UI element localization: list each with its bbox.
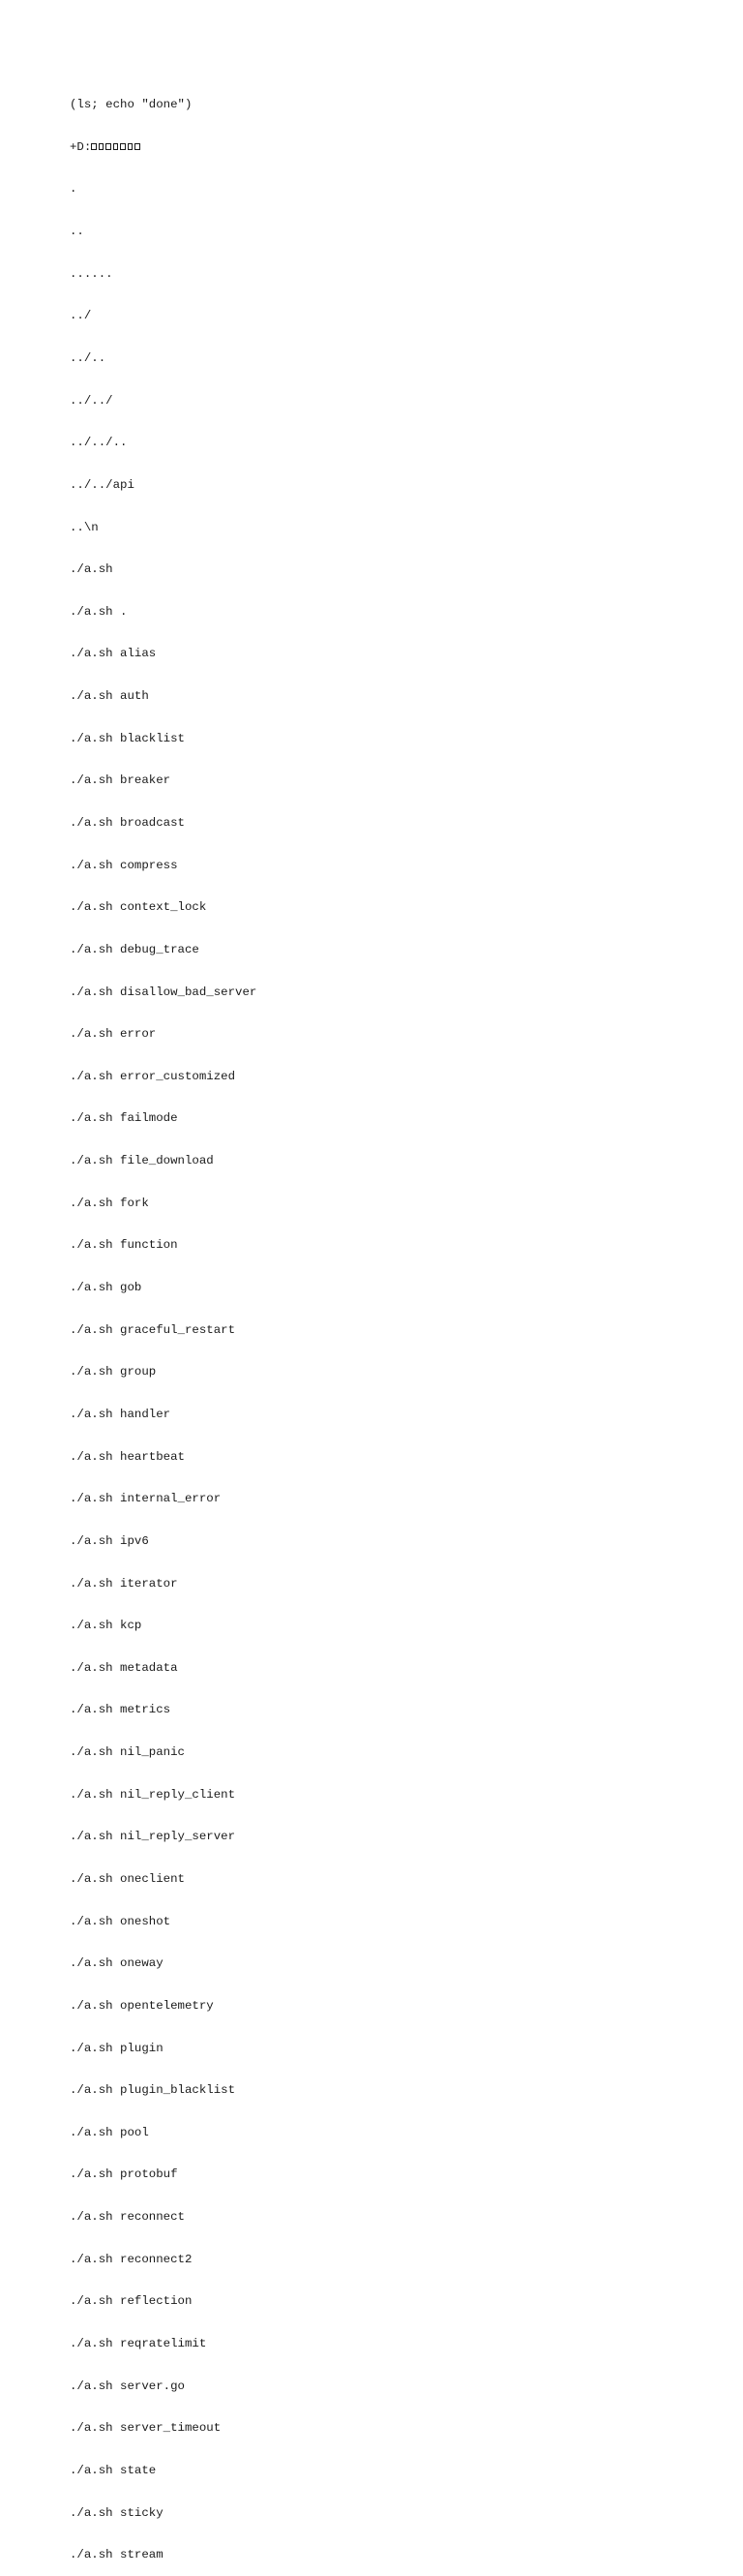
- text-line: ./a.sh file_download: [70, 1154, 214, 1168]
- text-line: .: [70, 182, 77, 197]
- text-line: ./a.sh debug_trace: [70, 942, 199, 956]
- text-line: ./a.sh plugin: [70, 2041, 163, 2055]
- text-line: ./a.sh breaker: [70, 773, 171, 788]
- text-line: ./a.sh failmode: [70, 1111, 178, 1126]
- text-line: ..: [70, 225, 84, 239]
- text-line: ./a.sh opentelemetry: [70, 1998, 214, 2013]
- document-text: [70, 70, 256, 2576]
- text-line: ./a.sh reflection: [70, 2294, 193, 2309]
- text-line: ./a.sh: [70, 562, 113, 577]
- text-line: ./a.sh state: [70, 2463, 157, 2477]
- text-line: ./a.sh reqratelimit: [70, 2337, 207, 2351]
- missing-glyph-box: [120, 143, 126, 150]
- missing-glyph-box: [105, 143, 111, 150]
- text-line: ./a.sh sticky: [70, 2505, 163, 2520]
- text-line: ./a.sh group: [70, 1365, 157, 1379]
- text-line: ./a.sh auth: [70, 689, 149, 704]
- text-line: ./a.sh oneway: [70, 1956, 163, 1971]
- text-line: ../../..: [70, 436, 128, 450]
- text-line: ./a.sh error_customized: [70, 1069, 236, 1083]
- text-line: ./a.sh kcp: [70, 1619, 142, 1633]
- text-line: ./a.sh error: [70, 1027, 157, 1042]
- text-line-missing-glyphs: [70, 140, 256, 155]
- text-line: ./a.sh blacklist: [70, 731, 185, 745]
- text-line: ./a.sh alias: [70, 647, 157, 661]
- text-line: ./a.sh metrics: [70, 1703, 171, 1717]
- text-line: ./a.sh reconnect2: [70, 2252, 193, 2266]
- text-line: ./a.sh nil_reply_client: [70, 1787, 236, 1802]
- text-line: ./a.sh stream: [70, 2548, 163, 2562]
- text-line: ./a.sh graceful_restart: [70, 1322, 236, 1337]
- missing-glyph-box: [134, 143, 140, 150]
- text-line: ./a.sh fork: [70, 1196, 149, 1210]
- text-line: ./a.sh .: [70, 604, 128, 619]
- text-line: ./a.sh broadcast: [70, 815, 185, 830]
- missing-glyph-box: [113, 143, 119, 150]
- text-line: ./a.sh reconnect: [70, 2210, 185, 2225]
- text-line-prefix: +D:: [70, 139, 92, 154]
- text-line: ./a.sh disallow_bad_server: [70, 985, 257, 999]
- text-line: ......: [70, 266, 113, 281]
- text-line: ./a.sh heartbeat: [70, 1449, 185, 1464]
- text-line: ./a.sh internal_error: [70, 1492, 222, 1506]
- text-line: ./a.sh compress: [70, 858, 178, 872]
- text-line: ./a.sh iterator: [70, 1576, 178, 1591]
- text-line: ./a.sh handler: [70, 1407, 171, 1421]
- text-line: ./a.sh protobuf: [70, 2167, 178, 2182]
- text-line: ./a.sh server_timeout: [70, 2421, 222, 2436]
- text-line: ./a.sh function: [70, 1238, 178, 1253]
- text-line: ../..: [70, 350, 106, 365]
- text-line: ./a.sh nil_reply_server: [70, 1830, 236, 1844]
- text-line: ../: [70, 309, 92, 323]
- text-line: ./a.sh metadata: [70, 1660, 178, 1675]
- text-line: ./a.sh gob: [70, 1281, 142, 1295]
- text-line: ../../api: [70, 477, 134, 492]
- text-line: ../../: [70, 393, 113, 408]
- missing-glyph-box: [99, 143, 104, 150]
- text-line: ./a.sh server.go: [70, 2379, 185, 2393]
- missing-glyph-box: [128, 143, 134, 150]
- text-line: ./a.sh ipv6: [70, 1533, 149, 1548]
- text-line: ..\n: [70, 520, 99, 534]
- missing-glyph-boxes: [91, 140, 141, 154]
- text-line: ./a.sh oneshot: [70, 1914, 171, 1928]
- text-line: ./a.sh pool: [70, 2125, 149, 2139]
- text-line: ./a.sh plugin_blacklist: [70, 2083, 236, 2098]
- text-line: (ls; echo "done"): [70, 98, 193, 112]
- text-line: ./a.sh context_lock: [70, 900, 207, 915]
- text-line: ./a.sh nil_panic: [70, 1745, 185, 1760]
- text-line: ./a.sh oneclient: [70, 1872, 185, 1886]
- missing-glyph-box: [91, 143, 97, 150]
